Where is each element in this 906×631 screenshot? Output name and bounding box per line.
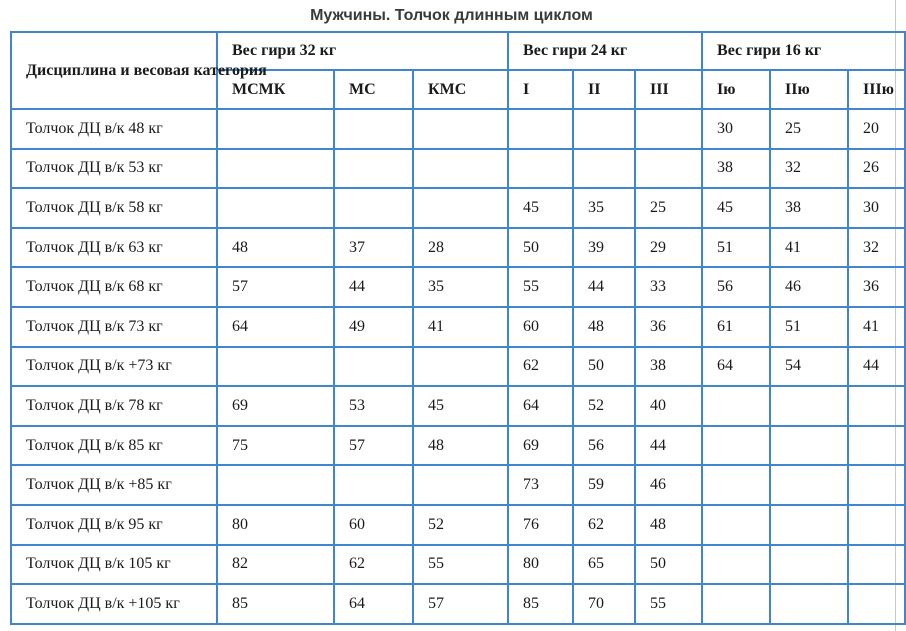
table-row <box>11 386 905 426</box>
value-cell <box>334 149 413 189</box>
value-cell <box>217 188 334 228</box>
discipline-cell: Толчок ДЦ в/к 95 кг <box>11 505 217 545</box>
value-cell: 62 <box>508 347 573 387</box>
value-cell <box>217 465 334 505</box>
value-cell: 64 <box>217 307 334 347</box>
discipline-cell: Толчок ДЦ в/к 73 кг <box>11 307 217 347</box>
value-cell <box>334 109 413 149</box>
value-cell: 53 <box>334 386 413 426</box>
value-cell <box>702 584 770 624</box>
value-cell: 50 <box>573 347 635 387</box>
discipline-cell: Толчок ДЦ в/к 105 кг <box>11 545 217 585</box>
value-cell: 26 <box>848 149 905 189</box>
value-cell: 44 <box>635 426 702 466</box>
value-cell: 80 <box>508 545 573 585</box>
value-cell: 62 <box>573 505 635 545</box>
group-header-16kg: Вес гири 16 кг <box>702 32 905 70</box>
value-cell: 39 <box>573 228 635 268</box>
value-cell <box>334 465 413 505</box>
header-row-groups <box>11 32 905 70</box>
value-cell: 29 <box>635 228 702 268</box>
page-title: Мужчины. Толчок длинным циклом <box>310 7 593 24</box>
value-cell: 51 <box>702 228 770 268</box>
discipline-cell: Толчок ДЦ в/к 53 кг <box>11 149 217 189</box>
value-cell <box>413 465 508 505</box>
value-cell: 59 <box>573 465 635 505</box>
value-cell: 52 <box>413 505 508 545</box>
value-cell: 20 <box>848 109 905 149</box>
value-cell: 37 <box>334 228 413 268</box>
value-cell <box>334 347 413 387</box>
value-cell <box>635 109 702 149</box>
table-row <box>11 505 905 545</box>
value-cell: 44 <box>334 267 413 307</box>
value-cell: 51 <box>770 307 848 347</box>
value-cell: 45 <box>508 188 573 228</box>
discipline-cell: Толчок ДЦ в/к 58 кг <box>11 188 217 228</box>
rank-header: IIю <box>770 70 848 109</box>
value-cell: 85 <box>508 584 573 624</box>
value-cell: 30 <box>702 109 770 149</box>
value-cell <box>413 149 508 189</box>
value-cell <box>635 149 702 189</box>
value-cell <box>770 386 848 426</box>
value-cell: 65 <box>573 545 635 585</box>
discipline-cell: Толчок ДЦ в/к 85 кг <box>11 426 217 466</box>
value-cell: 56 <box>573 426 635 466</box>
value-cell <box>217 347 334 387</box>
value-cell <box>217 149 334 189</box>
table-row <box>11 584 905 624</box>
value-cell <box>413 109 508 149</box>
value-cell: 41 <box>413 307 508 347</box>
value-cell: 48 <box>635 505 702 545</box>
rank-header: Iю <box>702 70 770 109</box>
group-header-24kg: Вес гири 24 кг <box>508 32 702 70</box>
value-cell <box>702 505 770 545</box>
table-row <box>11 228 905 268</box>
value-cell: 28 <box>413 228 508 268</box>
value-cell <box>702 545 770 585</box>
value-cell <box>770 505 848 545</box>
value-cell <box>848 386 905 426</box>
discipline-header: Дисциплина и весовая категория <box>11 32 217 109</box>
table-row <box>11 426 905 466</box>
table-header <box>11 32 905 109</box>
rank-header: III <box>635 70 702 109</box>
table-row <box>11 545 905 585</box>
value-cell: 61 <box>702 307 770 347</box>
value-cell: 80 <box>217 505 334 545</box>
value-cell: 55 <box>635 584 702 624</box>
value-cell: 38 <box>770 188 848 228</box>
value-cell: 32 <box>770 149 848 189</box>
value-cell <box>573 149 635 189</box>
value-cell: 57 <box>217 267 334 307</box>
value-cell: 60 <box>334 505 413 545</box>
value-cell <box>770 584 848 624</box>
norms-table <box>10 31 906 625</box>
value-cell: 62 <box>334 545 413 585</box>
value-cell: 60 <box>508 307 573 347</box>
discipline-cell: Толчок ДЦ в/к +85 кг <box>11 465 217 505</box>
value-cell: 25 <box>635 188 702 228</box>
value-cell: 32 <box>848 228 905 268</box>
value-cell: 64 <box>334 584 413 624</box>
value-cell: 41 <box>770 228 848 268</box>
value-cell <box>848 426 905 466</box>
value-cell: 50 <box>508 228 573 268</box>
value-cell: 55 <box>508 267 573 307</box>
value-cell: 55 <box>413 545 508 585</box>
value-cell <box>413 188 508 228</box>
value-cell: 45 <box>413 386 508 426</box>
discipline-cell: Толчок ДЦ в/к 78 кг <box>11 386 217 426</box>
value-cell: 44 <box>573 267 635 307</box>
rank-header: МСМК <box>217 70 334 109</box>
value-cell <box>413 347 508 387</box>
value-cell: 54 <box>770 347 848 387</box>
rank-header: IIIю <box>848 70 905 109</box>
value-cell: 25 <box>770 109 848 149</box>
table-row <box>11 307 905 347</box>
value-cell <box>770 465 848 505</box>
value-cell: 73 <box>508 465 573 505</box>
value-cell <box>770 426 848 466</box>
value-cell <box>217 109 334 149</box>
value-cell: 35 <box>573 188 635 228</box>
table-row <box>11 109 905 149</box>
value-cell: 69 <box>508 426 573 466</box>
value-cell <box>702 426 770 466</box>
value-cell: 48 <box>217 228 334 268</box>
value-cell: 57 <box>334 426 413 466</box>
value-cell: 52 <box>573 386 635 426</box>
value-cell <box>848 465 905 505</box>
value-cell: 30 <box>848 188 905 228</box>
rank-header: II <box>573 70 635 109</box>
value-cell <box>848 505 905 545</box>
value-cell: 35 <box>413 267 508 307</box>
value-cell: 36 <box>635 307 702 347</box>
value-cell: 38 <box>635 347 702 387</box>
table-row <box>11 188 905 228</box>
value-cell: 64 <box>702 347 770 387</box>
value-cell: 36 <box>848 267 905 307</box>
discipline-cell: Толчок ДЦ в/к 63 кг <box>11 228 217 268</box>
discipline-cell: Толчок ДЦ в/к +73 кг <box>11 347 217 387</box>
value-cell: 69 <box>217 386 334 426</box>
value-cell: 46 <box>770 267 848 307</box>
value-cell: 85 <box>217 584 334 624</box>
value-cell <box>848 584 905 624</box>
value-cell: 56 <box>702 267 770 307</box>
value-cell: 76 <box>508 505 573 545</box>
rank-header: КМС <box>413 70 508 109</box>
value-cell <box>334 188 413 228</box>
discipline-cell: Толчок ДЦ в/к +105 кг <box>11 584 217 624</box>
value-cell: 48 <box>413 426 508 466</box>
value-cell: 70 <box>573 584 635 624</box>
value-cell: 33 <box>635 267 702 307</box>
table-row <box>11 347 905 387</box>
value-cell: 48 <box>573 307 635 347</box>
value-cell: 57 <box>413 584 508 624</box>
value-cell <box>848 545 905 585</box>
value-cell: 50 <box>635 545 702 585</box>
rank-header: I <box>508 70 573 109</box>
value-cell <box>508 149 573 189</box>
value-cell <box>573 109 635 149</box>
value-cell <box>770 545 848 585</box>
group-header-32kg: Вес гири 32 кг <box>217 32 508 70</box>
discipline-cell: Толчок ДЦ в/к 68 кг <box>11 267 217 307</box>
table-row <box>11 267 905 307</box>
table-row <box>11 149 905 189</box>
value-cell: 45 <box>702 188 770 228</box>
value-cell <box>702 465 770 505</box>
value-cell: 44 <box>848 347 905 387</box>
table-row <box>11 465 905 505</box>
value-cell: 49 <box>334 307 413 347</box>
value-cell: 41 <box>848 307 905 347</box>
value-cell: 64 <box>508 386 573 426</box>
value-cell: 46 <box>635 465 702 505</box>
value-cell: 40 <box>635 386 702 426</box>
value-cell <box>702 386 770 426</box>
value-cell: 38 <box>702 149 770 189</box>
table-body <box>11 109 905 624</box>
value-cell <box>508 109 573 149</box>
discipline-cell: Толчок ДЦ в/к 48 кг <box>11 109 217 149</box>
value-cell: 75 <box>217 426 334 466</box>
value-cell: 82 <box>217 545 334 585</box>
rank-header: МС <box>334 70 413 109</box>
